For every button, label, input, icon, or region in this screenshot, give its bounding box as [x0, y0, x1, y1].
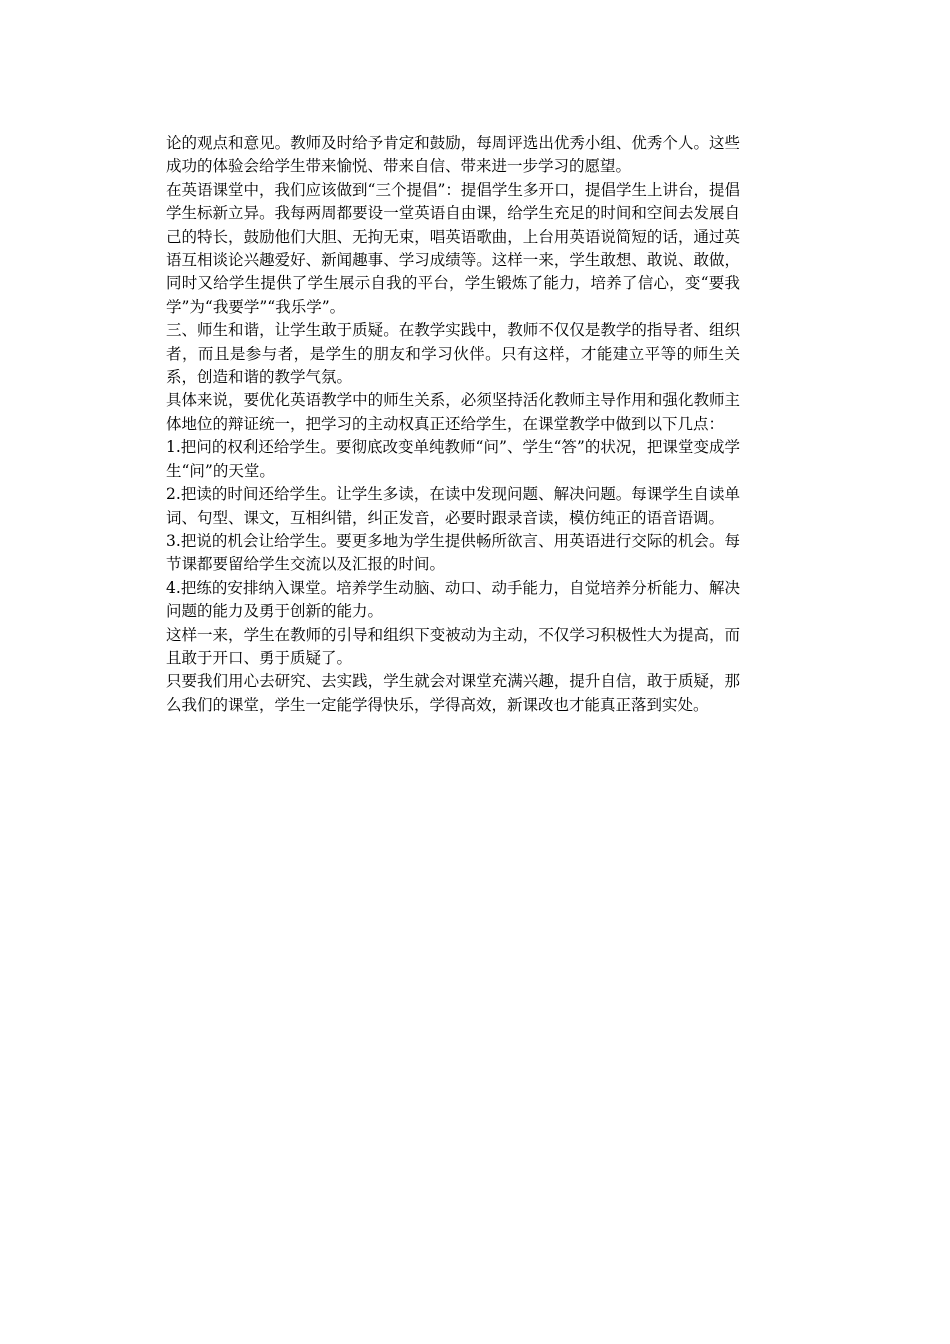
paragraph-3: 三、师生和谐，让学生敢于质疑。在教学实践中，教师不仅仅是教学的指导者、组织者，而且是参与者，是学生的朋友和学习伙伴。只有这样，才能建立平等的师生关系，创造和谐的教学气氛。 [166, 321, 740, 387]
paragraph-5: 这样一来，学生在教师的引导和组织下变被动为主动，不仅学习积极性大为提高，而且敢于开口、勇于质疑了。 [166, 625, 740, 667]
paragraph-1: 论的观点和意见。教师及时给予肯定和鼓励，每周评选出优秀小组、优秀个人。这些成功的体验会给学生带来愉悦、带来自信、带来进一步学习的愿望。 [166, 134, 740, 176]
paragraph-6: 只要我们用心去研究、去实践，学生就会对课堂充满兴趣，提升自信，敢于质疑，那么我们的课堂，学生一定能学得快乐，学得高效，新课改也才能真正落到实处。 [166, 672, 740, 714]
list-item-4: 4.把练的安排纳入课堂。培养学生动脑、动口、动手能力，自觉培养分析能力、解决问题的能力及勇于创新的能力。 [166, 578, 740, 621]
list-item-1: 1.把问的权利还给学生。要彻底改变单纯教师“问”、学生“答”的状况，把课堂变成学生“问”的天堂。 [166, 438, 740, 480]
list-item-2: 2.把读的时间还给学生。让学生多读，在读中发现问题、解决问题。每课学生自读单词、句型、课文，互相纠错，纠正发音，必要时跟录音读，模仿纯正的语音语调。 [166, 485, 740, 527]
list-item-3: 3.把说的机会让给学生。要更多地为学生提供畅所欲言、用英语进行交际的机会。每节课都要留给学生交流以及汇报的时间。 [166, 531, 740, 574]
document-body [166, 132, 740, 717]
paragraph-4: 具体来说，要优化英语教学中的师生关系，必须坚持活化教师主导作用和强化教师主体地位的辩证统一，把学习的主动权真正还给学生，在课堂教学中做到以下几点： [166, 391, 740, 433]
paragraph-2: 在英语课堂中，我们应该做到“三个提倡”：提倡学生多开口，提倡学生上讲台，提倡学生标新立异。我每两周都要设一堂英语自由课，给学生充足的时间和空间去发展自己的特长，鼓励他们大胆、无拘无束，唱英语歌曲，上台用英语说简短的话，通过英语互相谈论兴趣爱好、新闻趣事、学习成绩等。这样一来，学生敢想、敢说、敢做，同时又给学生提供了学生展示自我的平台，学生锻炼了能力，培养了信心，变“要我学”为“我要学”“我乐学”。 [166, 180, 740, 316]
